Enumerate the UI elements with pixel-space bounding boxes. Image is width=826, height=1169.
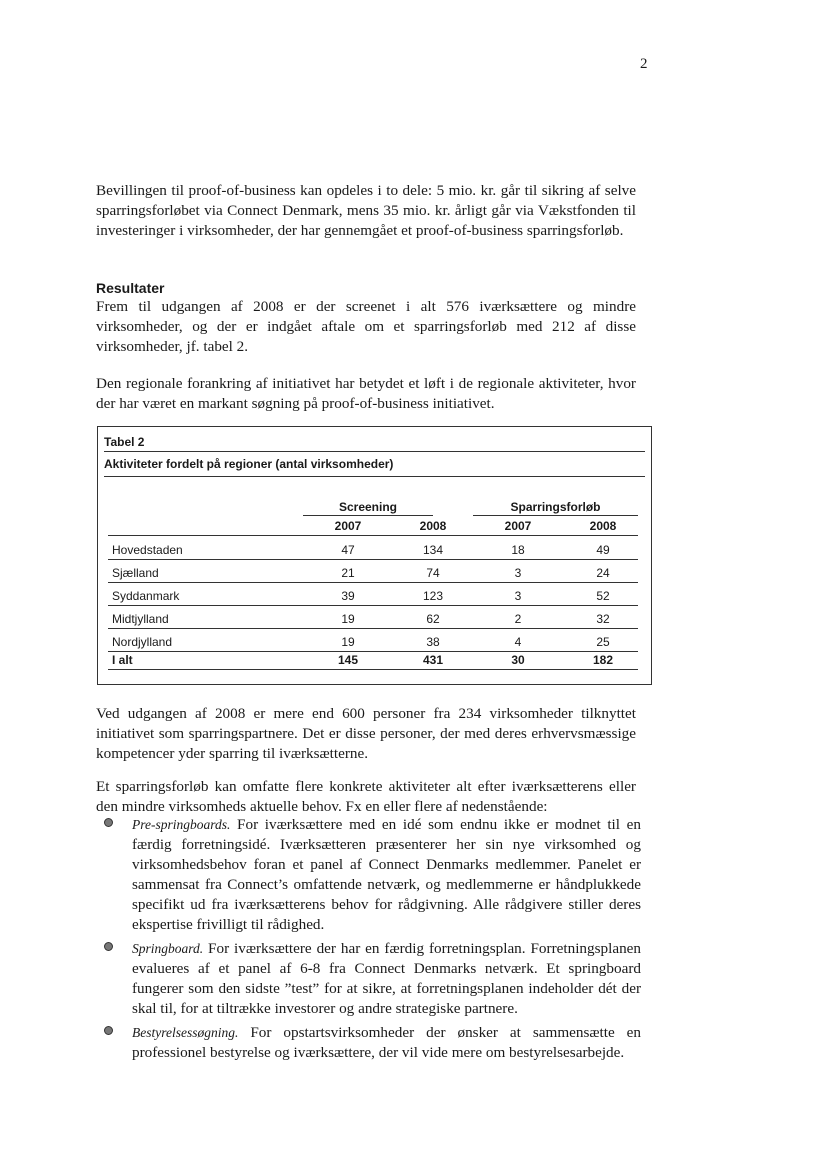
table-cell: 74: [426, 566, 440, 580]
regional-paragraph: Den regionale forankring af initiativet har betydet et løft i de regionale aktiviteter, hvor der har været en markant søgning på proof-of-business initiativet.: [96, 375, 636, 412]
region-name: Midtjylland: [112, 612, 169, 626]
table-cell: 21: [341, 566, 355, 580]
list-item: [96, 939, 641, 1019]
table-cell: 19: [341, 635, 355, 649]
table-cell: 2: [514, 612, 522, 626]
table-row: [108, 610, 638, 629]
column-header-year: 2007: [334, 519, 362, 533]
table-row: [108, 587, 638, 606]
bullet-text: For iværksættere der har en færdig forretningsplan. Forretningsplanen evalueres af et panel af 6-8 fra Connect Denmarks netværk. Et springboard fungerer som den sidste ”test” for at sikre, at forretningsplanen indeholder dét der skal til, for at tiltrække investorer og andre strategiske partnere.: [132, 940, 641, 1017]
table-cell: 145: [337, 653, 359, 667]
results-paragraph: Frem til udgangen af 2008 er der screenet i alt 576 iværksættere og mindre virksomheder, og der er indgået aftale om et sparringsforløb med 212 af disse virksomheder, jf. tabel 2.: [96, 298, 636, 355]
table-row: [108, 633, 638, 652]
table-cell: 182: [592, 653, 614, 667]
table-total-row: [108, 651, 638, 670]
table-cell: 24: [596, 566, 610, 580]
column-header-year: 2008: [589, 519, 617, 533]
table-cell: 19: [341, 612, 355, 626]
table-cell: 25: [596, 635, 610, 649]
bullet-term: Pre-springboards.: [132, 817, 231, 832]
table-cell: 49: [596, 543, 610, 557]
bullet-text: For opstartsvirksomheder der ønsker at sammensætte en professionel bestyrelse og iværksættere, der vil vide mere om bestyrelsesarbejde.: [132, 1024, 641, 1061]
table-cell: 52: [596, 589, 610, 603]
bullet-term: Springboard.: [132, 941, 204, 956]
column-header-year: 2008: [419, 519, 447, 533]
region-name: Syddanmark: [112, 589, 180, 603]
bullet-icon: [104, 1026, 113, 1035]
table-cell: 431: [422, 653, 444, 667]
table-cell: 18: [511, 543, 525, 557]
table-title: Aktiviteter fordelt på regioner (antal virksomheder): [104, 457, 394, 471]
table-cell: 4: [514, 635, 522, 649]
column-header-year: 2007: [504, 519, 532, 533]
table-cell: 39: [341, 589, 355, 603]
activities-paragraph: Et sparringsforløb kan omfatte flere konkrete aktiviteter alt efter iværksætterens eller den mindre virksomheds aktuelle behov. Fx en eller flere af nedenstående:: [96, 778, 636, 815]
table-row: [108, 564, 638, 583]
region-name: Sjælland: [112, 566, 159, 580]
intro-paragraph: Bevillingen til proof-of-business kan opdeles i to dele: 5 mio. kr. går til sikring af selve sparringsforløbet via Connect Denmark, mens 35 mio. kr. årligt går via Vækstfonden til investeringer i virksomheder, der har gennemgået et proof-of-business sparringsforløb.: [96, 182, 636, 239]
table-cell: 3: [514, 589, 522, 603]
list-item: [96, 1023, 641, 1063]
table-divider: [104, 476, 645, 477]
sparringspartnere-paragraph: Ved udgangen af 2008 er mere end 600 personer fra 234 virksomheder tilknyttet initiativet som sparringspartnere. Det er disse personer, der med deres erhvervsmæssige kompetencer yder sparring til iværksætterne.: [96, 705, 636, 762]
region-name: Nordjylland: [112, 635, 173, 649]
table-cell: 47: [341, 543, 355, 557]
region-name: Hovedstaden: [112, 543, 183, 557]
table-cell: 38: [426, 635, 440, 649]
table-cell: 123: [422, 589, 444, 603]
total-label: I alt: [112, 653, 133, 667]
table-cell: 3: [514, 566, 522, 580]
list-item: [96, 815, 641, 935]
column-group-screening: Screening: [303, 500, 433, 516]
table-label: Tabel 2: [104, 435, 145, 449]
table-2: [97, 426, 652, 685]
table-header-row: [108, 517, 638, 536]
section-heading-resultater: Resultater: [96, 280, 165, 296]
bullet-icon: [104, 942, 113, 951]
table-row: [108, 541, 638, 560]
column-group-sparringsforloeb: Sparringsforløb: [473, 500, 638, 516]
bullet-text: For iværksættere med en idé som endnu ikke er modnet til en færdig forretningsidé. Iværksætteren præsenterer her sin nye virksomhed og virksomhedsbehov foran et panel af Connect Denmarks medlemmer. Panelet er sammensat fra Connect’s omfattende netværk, og medlemmerne er håndplukkede specifikt ud fra iværksætterens behov for rådgivning. Alle rådgivere stiller deres ekspertise frivilligt til rådighed.: [132, 816, 641, 933]
bullet-term: Bestyrelsessøgning.: [132, 1025, 239, 1040]
table-cell: 134: [422, 543, 444, 557]
table-cell: 32: [596, 612, 610, 626]
activity-bullet-list: [96, 815, 641, 1063]
bullet-icon: [104, 818, 113, 827]
table-divider: [104, 451, 645, 452]
table-cell: 62: [426, 612, 440, 626]
page-number: 2: [640, 56, 648, 72]
table-cell: 30: [511, 653, 525, 667]
